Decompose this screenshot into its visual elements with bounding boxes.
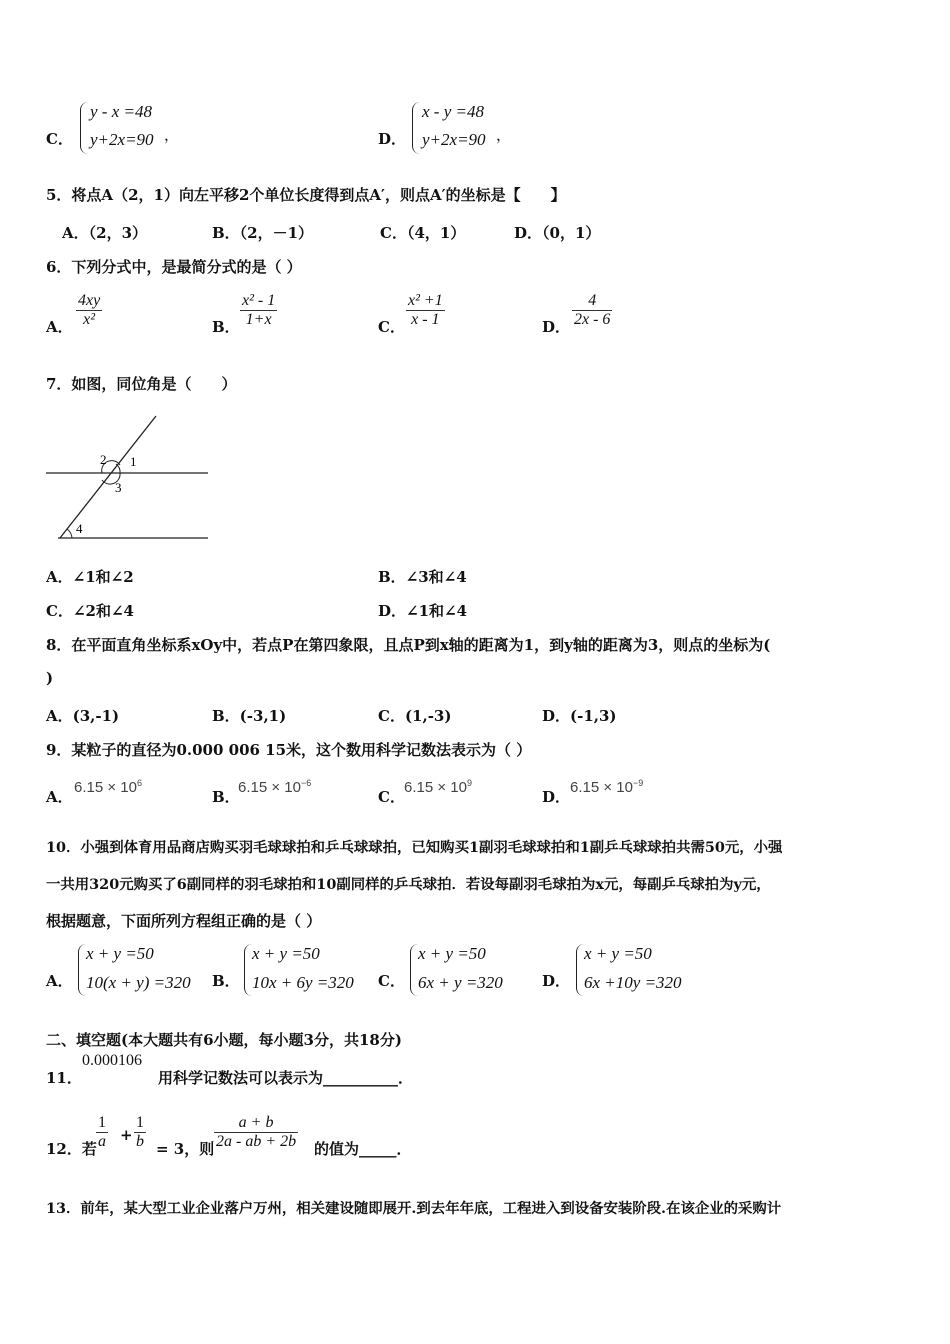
q8-option-d: D．(-1,3)	[542, 707, 617, 725]
q4-c-eq2: y+2x=90	[90, 130, 154, 149]
q9-d-exponent: −9	[632, 778, 644, 788]
q12-suffix: 的值为_____．	[314, 1140, 412, 1158]
q9-option-d-label: D．	[542, 788, 571, 806]
q6-option-d-label: D．	[542, 318, 571, 336]
q7-figure	[40, 410, 220, 546]
q6-option-c-label: C．	[378, 318, 405, 336]
q4-option-d-label: D．	[378, 130, 407, 148]
q12-mid: = 3，则	[156, 1140, 215, 1158]
q7-option-d: D．∠1和∠4	[378, 602, 468, 620]
q7-stem: 7．如图，同位角是（ ）	[46, 375, 237, 393]
q4-c-tail: ，	[164, 126, 180, 144]
q6-option-c-fraction	[406, 292, 445, 329]
q12-f3-num: a + b	[238, 1114, 274, 1131]
q6-d-num: 4	[588, 292, 597, 309]
q10-d-eq1: x + y =50	[584, 944, 652, 963]
q12-f1-num: 1	[98, 1114, 106, 1131]
q7-option-a: A．∠1和∠2	[46, 568, 134, 586]
q9-option-c-value	[404, 778, 472, 796]
q12-fraction-2	[134, 1114, 146, 1151]
q12-plus: +	[120, 1126, 133, 1144]
q5-option-b: B．（2，－1）	[212, 224, 314, 242]
q4-c-eq1: y - x =48	[90, 102, 152, 121]
q8-stem-end: )	[46, 669, 54, 687]
q5-option-d: D．（0，1）	[514, 224, 601, 242]
q4-d-eq2: y+2x=90	[422, 130, 486, 149]
q9-c-mantissa: 6.15 × 10	[404, 779, 467, 796]
q10-b-eq1: x + y =50	[252, 944, 320, 963]
q10-option-d-label: D．	[542, 972, 571, 990]
q4-option-c-label: C．	[46, 130, 73, 148]
q10-option-a-label: A．	[46, 972, 73, 990]
q6-a-num: 4xy	[78, 292, 101, 309]
q6-option-a-fraction	[76, 292, 102, 329]
q11-number: 11．	[46, 1069, 82, 1087]
q9-option-d-value	[570, 778, 643, 796]
q5-option-a: A．（2，3）	[62, 224, 148, 242]
q10-line2: 一共用320元购买了6副同样的羽毛球拍和10副同样的乒乓球拍．若设每副羽毛球拍为x元，每副乒乓球拍为y元，	[46, 876, 771, 893]
q9-option-a-label: A．	[46, 788, 73, 806]
q6-c-num: x² +1	[408, 292, 443, 309]
q7-label-2: 2	[100, 452, 107, 467]
q7-label-1: 1	[130, 454, 137, 469]
q7-arc-4	[67, 529, 72, 538]
section2-title: 二、填空题(本大题共有6小题，每小题3分，共18分)	[46, 1031, 402, 1049]
q11-value: 0.000106	[82, 1052, 142, 1069]
q9-option-b-value	[238, 778, 311, 796]
q10-a-eq2: 10(x + y) =320	[86, 973, 191, 992]
q7-label-4: 4	[76, 521, 83, 536]
q6-option-b-fraction	[240, 292, 277, 329]
q6-c-den: x - 1	[406, 310, 445, 329]
q9-option-b-label: B．	[212, 788, 240, 806]
q5-option-c: C．（4，1）	[380, 224, 466, 242]
q6-option-d-fraction	[572, 292, 612, 329]
q8-option-b: B．(-3,1)	[212, 707, 287, 725]
q10-c-eq2: 6x + y =320	[418, 973, 503, 992]
q12-f2-num: 1	[136, 1114, 144, 1131]
q6-d-den: 2x - 6	[574, 311, 611, 328]
q4-d-brace	[412, 102, 421, 154]
q6-stem: 6．下列分式中，是最简分式的是（ ）	[46, 258, 302, 276]
q13-stem: 13．前年，某大型工业企业落户万州，相关建设随即展开.到去年年底，工程进入到设备安装阶段.在该企业的采购计	[46, 1200, 782, 1217]
q12-fraction-3	[214, 1114, 298, 1151]
q10-c-eq1: x + y =50	[418, 944, 486, 963]
q7-label-3: 3	[115, 480, 122, 495]
q10-d-eq2: 6x +10y =320	[584, 973, 682, 992]
q9-c-exponent: 9	[466, 778, 472, 788]
q10-line1: 10．小强到体育用品商店购买羽毛球球拍和乒乓球球拍，已知购买1副羽毛球球拍和1副乒乓球球拍共需50元，小强	[46, 839, 783, 856]
q10-b-eq2: 10x + 6y =320	[252, 973, 354, 992]
q6-b-num: x² - 1	[242, 292, 276, 309]
q10-option-c-label: C．	[378, 972, 405, 990]
q4-d-tail: ，	[496, 126, 512, 144]
q12-f1-den: a	[98, 1133, 106, 1150]
q7-option-c: C．∠2和∠4	[46, 602, 134, 620]
q9-option-a-value	[74, 778, 142, 796]
q9-option-c-label: C．	[378, 788, 405, 806]
q4-c-brace	[80, 102, 89, 154]
q7-option-b: B．∠3和∠4	[378, 568, 467, 586]
q4-d-eq1: x - y =48	[422, 102, 484, 121]
q12-fraction-1	[96, 1114, 108, 1151]
q10-option-b-label: B．	[212, 972, 240, 990]
q9-a-mantissa: 6.15 × 10	[74, 779, 137, 796]
q6-b-den: 1+x	[240, 310, 277, 329]
q7-transversal	[60, 416, 156, 538]
q9-a-exponent: 6	[136, 778, 142, 788]
q9-d-mantissa: 6.15 × 10	[570, 779, 633, 796]
q10-a-eq1: x + y =50	[86, 944, 154, 963]
q12-prefix: 12．若	[46, 1140, 97, 1158]
q8-option-a: A．(3,-1)	[46, 707, 120, 725]
q8-stem: 8．在平面直角坐标系xOy中，若点P在第四象限，且点P到x轴的距离为1，到y轴的距离为3，则点的坐标为(	[46, 636, 771, 654]
q6-option-a-label: A．	[46, 318, 73, 336]
q10-line3: 根据题意，下面所列方程组正确的是（ ）	[46, 912, 322, 930]
q12-f3-den: 2a - ab + 2b	[216, 1133, 297, 1150]
q9-stem: 9．某粒子的直径为0.000 006 15米，这个数用科学记数法表示为（ ）	[46, 741, 532, 759]
q9-b-mantissa: 6.15 × 10	[238, 779, 301, 796]
q9-b-exponent: −6	[300, 778, 312, 788]
q6-option-b-label: B．	[212, 318, 240, 336]
q5-stem: 5．将点A（2，1）向左平移2个单位长度得到点A′，则点A′的坐标是【 】	[46, 186, 566, 204]
q8-option-c: C．(1,-3)	[378, 707, 452, 725]
q6-a-den: x²	[76, 310, 102, 329]
q11-text: 用科学记数法可以表示为__________．	[158, 1069, 414, 1087]
q12-f2-den: b	[136, 1133, 144, 1150]
